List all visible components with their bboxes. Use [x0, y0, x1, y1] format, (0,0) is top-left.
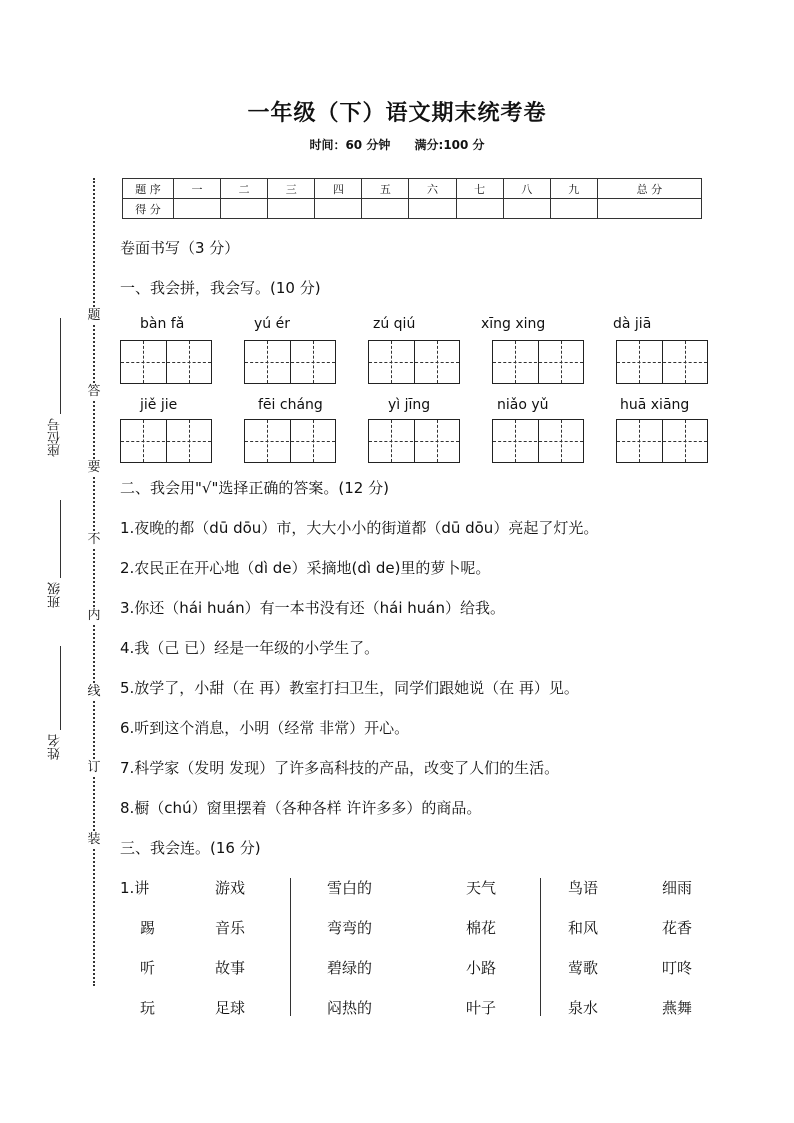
match-item[interactable]: 闷热的 — [327, 999, 373, 1017]
match-item[interactable]: 叮咚 — [662, 959, 693, 977]
pinyin-label: yú ér — [254, 316, 290, 332]
writing-grid[interactable] — [492, 340, 584, 384]
pinyin-label: dà jiā — [613, 316, 652, 332]
name-label: 姓名 — [48, 734, 63, 760]
pinyin-label: bàn fǎ — [140, 316, 185, 332]
score-header-cell: 二 — [221, 179, 268, 199]
score-table-header-row — [123, 179, 702, 199]
question-line: 3.你还（hái huán）有一本书没有还（hái huán）给我。 — [120, 599, 506, 617]
pinyin-label: jiě jie — [140, 397, 178, 413]
score-cell[interactable] — [550, 199, 597, 219]
match-item[interactable]: 弯弯的 — [327, 919, 373, 937]
score-header-cell: 七 — [456, 179, 503, 199]
match-item[interactable]: 音乐 — [215, 919, 246, 937]
pinyin-label: xīng xing — [481, 316, 546, 332]
writing-grid[interactable] — [120, 340, 212, 384]
binding-char: 要 — [87, 460, 101, 475]
question-line: 1.夜晚的都（dū dōu）市，大大小小的街道都（dū dōu）亮起了灯光。 — [120, 519, 599, 537]
score-header-cell: 六 — [409, 179, 456, 199]
match-item[interactable]: 雪白的 — [327, 879, 373, 897]
score-cell[interactable] — [503, 199, 550, 219]
writing-grid[interactable] — [244, 419, 336, 463]
seat-number-label: 座位号 — [48, 418, 63, 457]
score-header-cell: 八 — [503, 179, 550, 199]
score-header-cell: 九 — [550, 179, 597, 199]
writing-grid[interactable] — [368, 340, 460, 384]
score-cell[interactable] — [456, 199, 503, 219]
pinyin-label: yì jīng — [388, 397, 431, 413]
section2-heading: 二、我会用"√"选择正确的答案。(12 分) — [120, 479, 389, 497]
writing-grid[interactable] — [244, 340, 336, 384]
match-item[interactable]: 和风 — [568, 919, 599, 937]
binding-char: 线 — [87, 684, 101, 699]
handwriting-score: 卷面书写（3 分） — [120, 239, 240, 257]
score-cell[interactable] — [409, 199, 456, 219]
class-line — [60, 500, 61, 578]
score-table — [122, 178, 702, 219]
writing-grid[interactable] — [616, 419, 708, 463]
score-cell[interactable] — [174, 199, 221, 219]
pinyin-label: zú qiú — [373, 316, 416, 332]
class-label: 班级 — [48, 582, 63, 608]
score-cell[interactable] — [268, 199, 315, 219]
writing-grid[interactable] — [368, 419, 460, 463]
score-header-cell: 一 — [174, 179, 221, 199]
question-line: 5.放学了，小甜（在 再）教室打扫卫生，同学们跟她说（在 再）见。 — [120, 679, 579, 697]
writing-grid[interactable] — [616, 340, 708, 384]
score-header-cell: 三 — [268, 179, 315, 199]
question-line: 2.农民正在开心地（dì de）采摘地(dì de)里的萝卜呢。 — [120, 559, 491, 577]
score-header-cell: 总 分 — [597, 179, 701, 199]
score-cell[interactable] — [362, 199, 409, 219]
binding-char: 内 — [87, 608, 101, 623]
binding-char: 装 — [87, 832, 101, 847]
match-item[interactable]: 叶子 — [466, 999, 497, 1017]
score-header-cell: 四 — [315, 179, 362, 199]
score-header-cell: 五 — [362, 179, 409, 199]
score-cell[interactable] — [315, 199, 362, 219]
pinyin-label: niǎo yǔ — [497, 397, 549, 413]
exam-info — [0, 136, 794, 153]
match-item[interactable]: 燕舞 — [662, 999, 693, 1017]
writing-grid[interactable] — [120, 419, 212, 463]
question-line: 8.橱（chú）窗里摆着（各种各样 许许多多）的商品。 — [120, 799, 482, 817]
match-item[interactable]: 鸟语 — [568, 879, 599, 897]
match-item[interactable]: 故事 — [215, 959, 246, 977]
binding-char: 答 — [87, 384, 101, 399]
match-item[interactable]: 泉水 — [568, 999, 599, 1017]
match-item[interactable]: 棉花 — [466, 919, 497, 937]
column-separator — [290, 878, 291, 1016]
score-header-cell: 题 序 — [123, 179, 174, 199]
question-line: 4.我（己 已）经是一年级的小学生了。 — [120, 639, 380, 657]
score-table-score-row — [123, 199, 702, 219]
binding-char: 题 — [87, 308, 101, 323]
full-score: 满分:100 分 — [414, 138, 485, 152]
pinyin-label: fēi cháng — [258, 397, 323, 413]
seat-number-line — [60, 318, 61, 414]
column-separator — [540, 878, 541, 1016]
time-limit: 时间：60 分钟 — [309, 138, 391, 152]
binding-dotted-line — [93, 178, 95, 986]
match-item[interactable]: 天气 — [466, 879, 497, 897]
score-cell[interactable] — [597, 199, 701, 219]
match-item[interactable]: 花香 — [662, 919, 693, 937]
section1-heading: 一、我会拼，我会写。(10 分) — [120, 279, 321, 297]
match-item[interactable]: 小路 — [466, 959, 497, 977]
match-item[interactable]: 听 — [140, 959, 156, 977]
score-cell[interactable] — [221, 199, 268, 219]
score-row-label: 得 分 — [123, 199, 174, 219]
binding-char: 订 — [87, 760, 101, 775]
question-line: 6.听到这个消息，小明（经常 非常）开心。 — [120, 719, 410, 737]
writing-grid[interactable] — [492, 419, 584, 463]
match-item[interactable]: 莺歌 — [568, 959, 599, 977]
match-item[interactable]: 1.讲 — [120, 879, 150, 897]
match-item[interactable]: 踢 — [140, 919, 156, 937]
question-line: 7.科学家（发明 发现）了许多高科技的产品，改变了人们的生活。 — [120, 759, 560, 777]
section3-heading: 三、我会连。(16 分) — [120, 839, 261, 857]
name-line — [60, 646, 61, 730]
match-item[interactable]: 碧绿的 — [327, 959, 373, 977]
match-item[interactable]: 细雨 — [662, 879, 693, 897]
match-item[interactable]: 足球 — [215, 999, 246, 1017]
page-title: 一年级（下）语文期末统考卷 — [247, 101, 547, 126]
binding-char: 不 — [87, 532, 101, 547]
match-item[interactable]: 游戏 — [215, 879, 246, 897]
match-item[interactable]: 玩 — [140, 999, 156, 1017]
pinyin-label: huā xiāng — [620, 397, 690, 413]
